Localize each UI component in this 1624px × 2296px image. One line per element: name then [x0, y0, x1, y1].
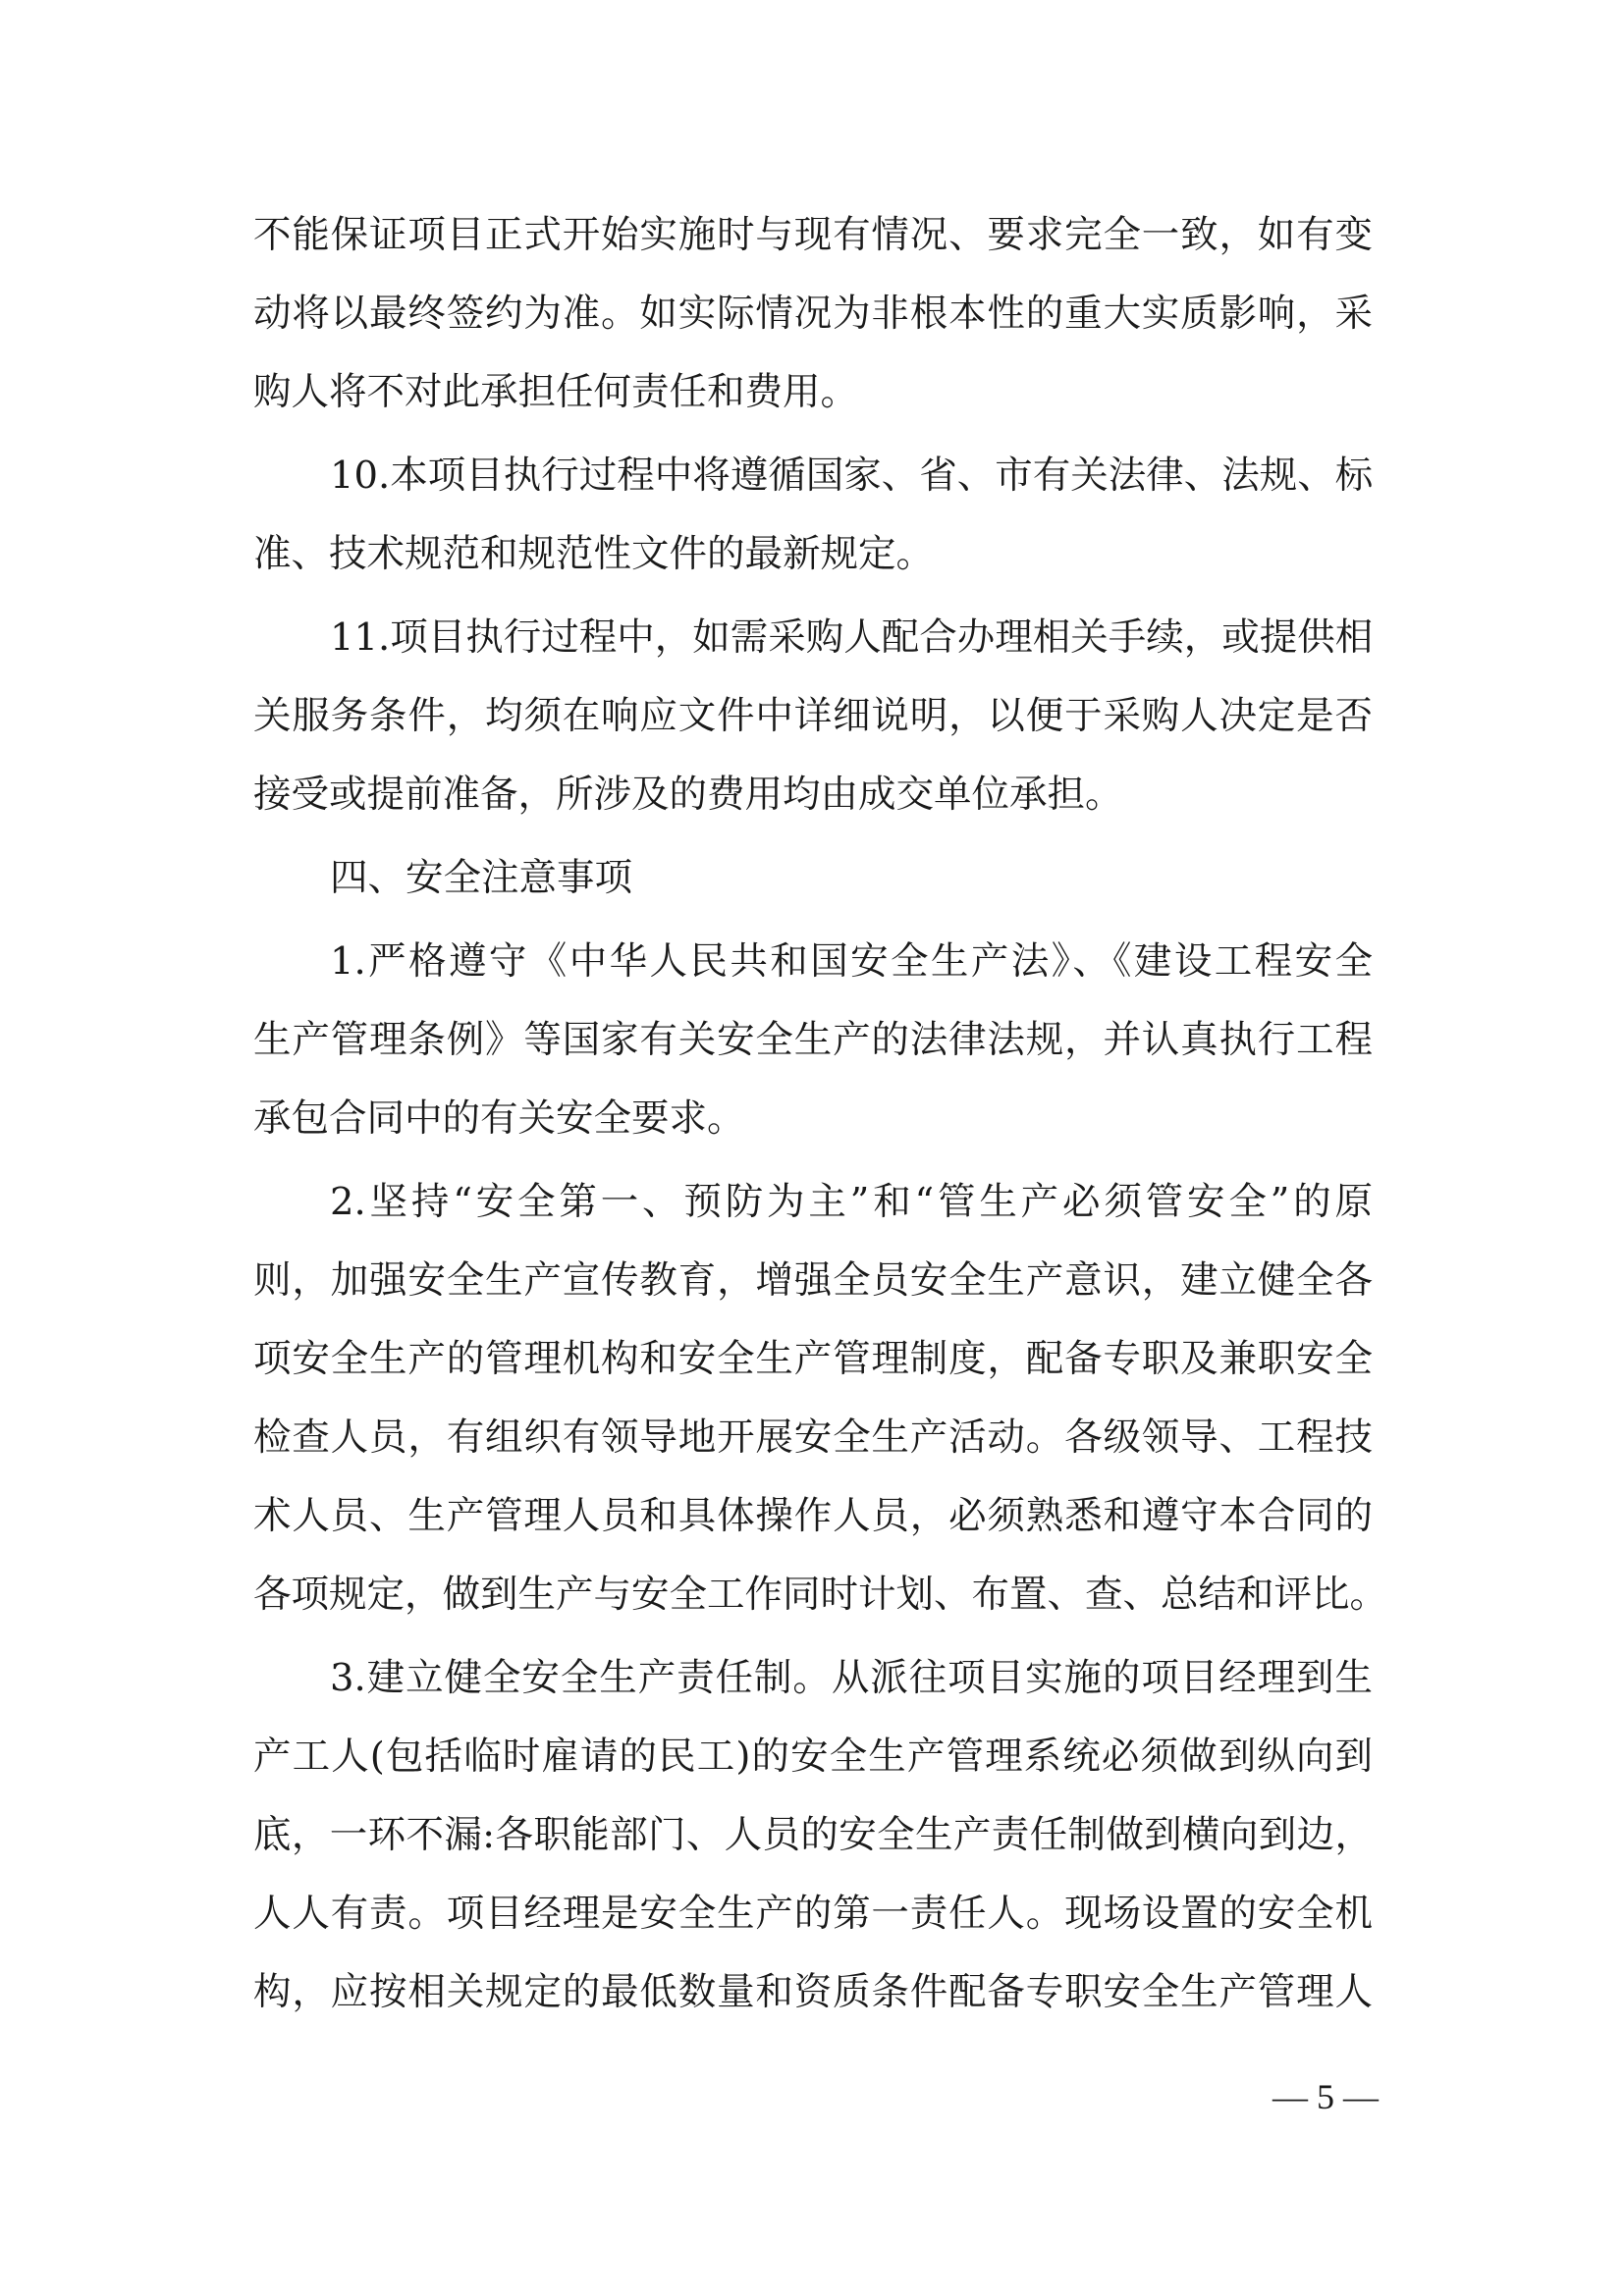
- paragraph-line: 不能保证项目正式开始实施时与现有情况、要求完全一致，如有变: [253, 213, 1373, 257]
- paragraph-line: 检查人员，有组织有领导地开展安全生产活动。各级领导、工程技: [253, 1415, 1373, 1460]
- page-number: — 5 —: [1272, 2077, 1379, 2116]
- paragraph-line: 10.本项目执行过程中将遵循国家、省、市有关法律、法规、标: [330, 454, 1374, 498]
- paragraph-line: 动将以最终签约为准。如实际情况为非根本性的重大实质影响，采: [253, 292, 1373, 336]
- paragraph-line: 承包合同中的有关安全要求。: [253, 1096, 745, 1141]
- paragraph-line: 产工人(包括临时雇请的民工)的安全生产管理系统必须做到纵向到: [253, 1735, 1373, 1779]
- paragraph-line: 各项规定，做到生产与安全工作同时计划、布置、查、总结和评比。: [253, 1573, 1388, 1617]
- paragraph-line: 人人有责。项目经理是安全生产的第一责任人。现场设置的安全机: [253, 1892, 1373, 1936]
- section-heading: 四、安全注意事项: [330, 856, 633, 900]
- paragraph-line: 接受或提前准备，所涉及的费用均由成交单位承担。: [253, 773, 1123, 817]
- paragraph-line: 关服务条件，均须在响应文件中详细说明，以便于采购人决定是否: [253, 694, 1373, 738]
- paragraph-line: 3.建立健全安全生产责任制。从派往项目实施的项目经理到生: [330, 1656, 1373, 1700]
- paragraph-line: 购人将不对此承担任何责任和费用。: [253, 370, 859, 414]
- paragraph-line: 术人员、生产管理人员和具体操作人员，必须熟悉和遵守本合同的: [253, 1494, 1373, 1538]
- paragraph-line: 则，加强安全生产宣传教育，增强全员安全生产意识，建立健全各: [253, 1258, 1373, 1303]
- paragraph-line: 项安全生产的管理机构和安全生产管理制度，配备专职及兼职安全: [253, 1337, 1373, 1381]
- paragraph-line: 11.项目执行过程中，如需采购人配合办理相关手续，或提供相: [330, 615, 1374, 660]
- paragraph-line: 底，一环不漏:各职能部门、人员的安全生产责任制做到横向到边，: [253, 1813, 1373, 1857]
- paragraph-line: 生产管理条例》等国家有关安全生产的法律法规，并认真执行工程: [253, 1018, 1373, 1062]
- paragraph-line: 2.坚持“安全第一、预防为主”和“管生产必须管安全”的原: [330, 1180, 1373, 1224]
- paragraph-line: 构，应按相关规定的最低数量和资质条件配备专职安全生产管理人: [253, 1970, 1373, 2014]
- paragraph-line: 准、技术规范和规范性文件的最新规定。: [253, 532, 935, 576]
- paragraph-line: 1.严格遵守《中华人民共和国安全生产法》、《建设工程安全: [330, 939, 1373, 984]
